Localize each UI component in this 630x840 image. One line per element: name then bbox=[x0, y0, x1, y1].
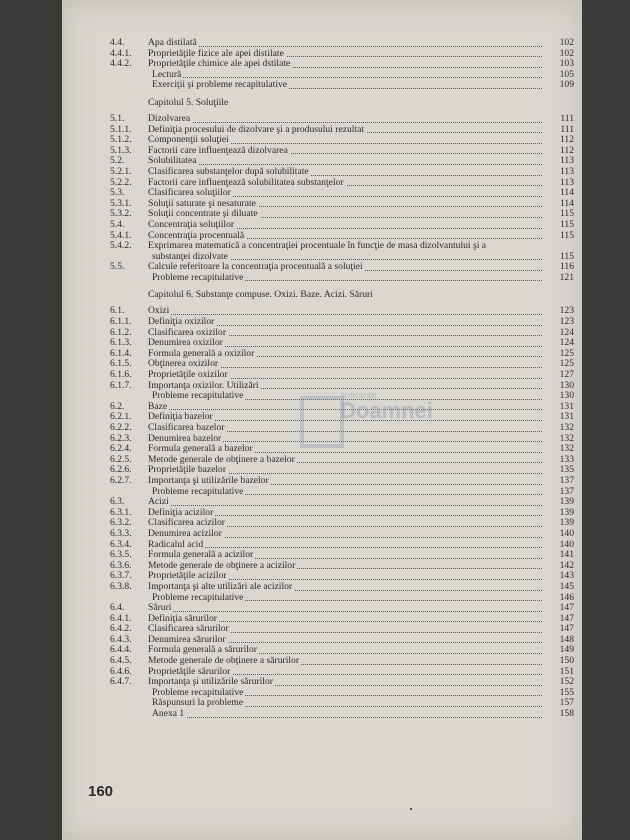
toc-entry-number: 6.1.6. bbox=[110, 369, 132, 381]
toc-entry bbox=[62, 561, 582, 572]
toc-entry-title: Obţinerea oxizilor bbox=[148, 359, 219, 370]
toc-entry-title-wrap bbox=[148, 178, 542, 189]
toc-entry-title-wrap bbox=[148, 550, 542, 561]
toc-entry-number: 5.4.2. bbox=[110, 240, 132, 252]
toc-entry-title-wrap bbox=[148, 603, 542, 614]
toc-entry-title: Denumirea sărurilor bbox=[148, 634, 226, 645]
toc-entry-title: Definiţia procesului de dizolvare şi a produsului rezultat bbox=[148, 124, 365, 135]
toc-entry-page: 147 bbox=[559, 612, 574, 624]
toc-entry-number: 6.4.3. bbox=[110, 633, 132, 645]
toc-entry-title: Baze bbox=[148, 401, 168, 412]
toc-entry-number: 5.3.1. bbox=[110, 197, 132, 209]
toc-entry-page: 115 bbox=[559, 218, 574, 230]
toc-entry-page: 131 bbox=[559, 400, 574, 412]
toc-entry bbox=[62, 199, 582, 210]
toc-entry-title: Concentraţia procentuală bbox=[148, 230, 245, 241]
toc-entry-title-wrap bbox=[148, 146, 542, 157]
table-of-contents bbox=[62, 38, 582, 720]
toc-entry-title-wrap bbox=[148, 114, 542, 125]
toc-entry-number: 5.2. bbox=[110, 155, 125, 167]
toc-entry-page: 103 bbox=[559, 58, 574, 70]
toc-entry-page: 125 bbox=[559, 358, 574, 370]
toc-entry-title-wrap bbox=[148, 370, 542, 381]
toc-entry bbox=[62, 635, 582, 646]
toc-entry-title: Săruri bbox=[148, 603, 172, 614]
watermark bbox=[300, 392, 450, 448]
toc-entry-number: 6.1.4. bbox=[110, 347, 132, 359]
toc-entry-title: Formula generală a sărurilor bbox=[148, 645, 257, 656]
toc-entry-title-wrap bbox=[152, 273, 542, 284]
toc-entry-title-wrap bbox=[148, 135, 542, 146]
toc-entry-page: 132 bbox=[559, 443, 574, 455]
toc-entry-title: Denumirea acizilor bbox=[148, 528, 222, 539]
toc-entry-page: 114 bbox=[559, 197, 574, 209]
toc-entry-page: 115 bbox=[559, 229, 574, 241]
toc-entry-number: 6.4.7. bbox=[110, 676, 132, 688]
toc-entry-title: Clasificarea substanţelor după solubilitate bbox=[148, 166, 309, 177]
toc-entry-title: Clasificarea oxizilor bbox=[148, 327, 227, 338]
toc-entry-title: Clasificarea bazelor bbox=[148, 423, 225, 433]
toc-entry-page: 112 bbox=[559, 134, 574, 146]
toc-entry-title: substanţei dizolvate bbox=[152, 251, 228, 262]
toc-entry-title: Lectură bbox=[152, 69, 182, 80]
toc-entry-title: Radicalul acid bbox=[148, 539, 204, 550]
toc-entry-title: Definiţia sărurilor bbox=[148, 613, 217, 624]
toc-entry bbox=[62, 582, 582, 593]
toc-entry bbox=[62, 49, 582, 60]
toc-entry-page: 123 bbox=[559, 305, 574, 317]
chapter-heading: Capitolul 6. Substanţe compuse. Oxizi. Baze. Acizi. Săruri bbox=[148, 289, 373, 301]
toc-entry-page: 112 bbox=[559, 144, 574, 156]
toc-entry-title: Soluţii concentrate şi diluate bbox=[148, 209, 258, 220]
toc-entry-number: 6.2.3. bbox=[110, 432, 132, 444]
toc-entry-number: 6.2.2. bbox=[110, 422, 132, 433]
toc-entry-title-wrap bbox=[152, 709, 542, 720]
toc-entry-page: 150 bbox=[559, 655, 574, 667]
toc-entry-title-wrap bbox=[148, 338, 542, 349]
toc-entry bbox=[62, 508, 582, 519]
toc-entry bbox=[62, 497, 582, 508]
toc-entry-title: Probleme recapitulative bbox=[152, 592, 244, 603]
toc-entry-title-wrap bbox=[148, 359, 542, 370]
toc-entry bbox=[62, 550, 582, 561]
toc-entry-number: 5.1.1. bbox=[110, 123, 132, 135]
toc-entry-title-wrap bbox=[148, 188, 542, 199]
toc-entry-page: 102 bbox=[559, 47, 574, 59]
toc-entry-page: 151 bbox=[559, 665, 574, 677]
toc-entry-title: Denumirea oxizilor bbox=[148, 338, 223, 349]
toc-entry-page: 124 bbox=[559, 337, 574, 349]
toc-entry bbox=[62, 209, 582, 220]
toc-entry-title-wrap bbox=[152, 80, 542, 91]
toc-entry-page: 130 bbox=[559, 390, 574, 402]
toc-entry-title: Probleme recapitulative bbox=[152, 687, 244, 698]
toc-entry-title-wrap bbox=[148, 220, 542, 231]
toc-entry-page: 145 bbox=[559, 580, 574, 592]
toc-entry-title: Definiţia oxizilor bbox=[148, 317, 215, 328]
toc-entry-number: 6.1.2. bbox=[110, 326, 132, 338]
toc-entry bbox=[62, 80, 582, 91]
toc-entry-number: 6.4.6. bbox=[110, 665, 132, 677]
toc-entry-title: Clasificarea soluţiilor bbox=[148, 188, 231, 199]
toc-entry-title-wrap bbox=[148, 582, 542, 593]
toc-entry-title: Clasificarea acizilor bbox=[148, 518, 225, 529]
toc-entry-title-wrap bbox=[148, 125, 542, 136]
toc-entry-title-wrap bbox=[148, 156, 542, 167]
toc-entry-title-wrap bbox=[152, 688, 542, 699]
toc-entry-title: Solubilitatea bbox=[148, 156, 197, 167]
toc-entry-page: 115 bbox=[559, 208, 574, 220]
toc-entry-title-wrap bbox=[148, 667, 542, 678]
toc-entry-title: Proprietăţile sărurilor bbox=[148, 666, 231, 677]
toc-entry-page: 141 bbox=[559, 549, 574, 561]
toc-entry-number: 6.3.8. bbox=[110, 580, 132, 592]
toc-entry-page: 137 bbox=[559, 485, 574, 497]
print-dot bbox=[410, 808, 412, 810]
toc-entry bbox=[62, 262, 582, 273]
toc-entry bbox=[62, 593, 582, 604]
toc-entry-number: 6.2.7. bbox=[110, 474, 132, 486]
toc-entry-title-wrap bbox=[148, 49, 542, 60]
toc-entry-title: Factorii care influenţează dizolvarea bbox=[148, 145, 288, 156]
toc-entry-number: 5.5. bbox=[110, 261, 125, 273]
toc-entry-number: 6.4.4. bbox=[110, 644, 132, 656]
toc-entry-page: 111 bbox=[560, 112, 574, 124]
toc-entry-title: Proprietăţile chimice ale apei dstilate bbox=[148, 59, 291, 70]
toc-entry-title: Metode generale de obţinere a sărurilor bbox=[148, 656, 300, 667]
toc-entry bbox=[62, 709, 582, 720]
toc-entry-title: Componenţii soluţiei bbox=[148, 135, 229, 146]
toc-entry-title-wrap bbox=[152, 252, 542, 263]
toc-entry bbox=[62, 317, 582, 328]
toc-entry-title-wrap bbox=[148, 241, 542, 252]
watermark-big-text: Doamnei bbox=[340, 398, 433, 423]
toc-entry-page: 149 bbox=[559, 644, 574, 656]
toc-entry-page: 102 bbox=[559, 37, 574, 48]
toc-entry bbox=[62, 645, 582, 656]
toc-entry-page: 111 bbox=[560, 123, 574, 135]
toc-entry-title: Oxizi bbox=[148, 306, 170, 317]
toc-entry bbox=[62, 529, 582, 540]
toc-entry-page: 115 bbox=[559, 250, 574, 262]
toc-entry-page: 123 bbox=[559, 316, 574, 328]
toc-entry-number: 6.1.3. bbox=[110, 337, 132, 349]
toc-entry-number: 6.1.7. bbox=[110, 379, 132, 391]
toc-entry-page: 133 bbox=[559, 453, 574, 465]
toc-entry-page: 135 bbox=[559, 464, 574, 476]
toc-entry-title: Formula generală a oxizilor bbox=[148, 348, 255, 359]
toc-entry-title: Exprimarea matematică a concentraţiei procentuale în funcţie de masa dizolvantului şi a bbox=[148, 241, 487, 252]
toc-entry-title: Metode generale de obţinere a bazelor bbox=[148, 454, 295, 465]
toc-entry bbox=[62, 241, 582, 252]
toc-entry bbox=[62, 359, 582, 370]
toc-entry-title: Formula generală a acizilor bbox=[148, 550, 254, 561]
toc-entry bbox=[62, 603, 582, 614]
toc-entry bbox=[62, 231, 582, 242]
toc-entry-page: 155 bbox=[559, 686, 574, 698]
toc-entry-page: 152 bbox=[559, 676, 574, 688]
toc-entry-title-wrap bbox=[148, 455, 542, 466]
toc-entry-title: Soluţii saturate şi nesaturate bbox=[148, 198, 256, 209]
toc-entry bbox=[62, 252, 582, 263]
toc-entry-title: Proprietăţile acizilor bbox=[148, 571, 227, 582]
toc-entry-title-wrap bbox=[148, 571, 542, 582]
toc-entry-page: 139 bbox=[559, 496, 574, 508]
toc-entry bbox=[62, 220, 582, 231]
toc-entry-title: Dizolvarea bbox=[148, 113, 191, 124]
toc-entry bbox=[62, 328, 582, 339]
toc-entry bbox=[62, 70, 582, 81]
toc-entry-title: Apa distilată bbox=[148, 38, 197, 48]
toc-entry-page: 131 bbox=[559, 411, 574, 423]
toc-entry-title-wrap bbox=[148, 561, 542, 572]
toc-entry-number: 6.3.3. bbox=[110, 527, 132, 539]
toc-entry-page: 158 bbox=[559, 708, 574, 720]
chapter-heading: Capitolul 5. Soluţiile bbox=[148, 96, 229, 108]
toc-entry-title-wrap bbox=[148, 465, 542, 476]
toc-entry bbox=[62, 273, 582, 284]
toc-entry bbox=[62, 338, 582, 349]
toc-entry-title: Calcule referitoare la concentraţia procentuală a soluţiei bbox=[148, 262, 363, 273]
toc-entry-page: 113 bbox=[559, 165, 574, 177]
toc-entry-page: 139 bbox=[559, 506, 574, 518]
toc-entry-title-wrap bbox=[148, 349, 542, 360]
toc-entry-title: Importanţa şi utilizările bazelor bbox=[148, 475, 269, 486]
toc-entry bbox=[62, 656, 582, 667]
toc-entry-number: 6.4. bbox=[110, 602, 125, 614]
toc-entry-title-wrap bbox=[152, 698, 542, 709]
toc-entry bbox=[62, 518, 582, 529]
toc-entry-title-wrap bbox=[148, 231, 542, 242]
toc-entry-title-wrap bbox=[148, 677, 542, 688]
toc-entry-number: 6.3.6. bbox=[110, 559, 132, 571]
toc-entry-title: Definiţia acizilor bbox=[148, 507, 214, 518]
toc-entry-title-wrap bbox=[148, 199, 542, 210]
toc-entry bbox=[62, 381, 582, 392]
toc-entry bbox=[62, 571, 582, 582]
toc-entry-title: Clasificarea sărurilor bbox=[148, 624, 229, 635]
toc-entry-title: Concentraţia soluţiilor bbox=[148, 219, 235, 230]
toc-entry-title-wrap bbox=[148, 635, 542, 646]
toc-entry-number: 6.3.4. bbox=[110, 538, 132, 550]
toc-entry-number: 5.4.1. bbox=[110, 229, 132, 241]
toc-entry-number: 4.4.1. bbox=[110, 47, 132, 59]
toc-entry-title: Factorii care influenţează solubilitatea substanţelor bbox=[148, 177, 344, 188]
toc-entry-page: 137 bbox=[559, 474, 574, 486]
toc-entry-page: 130 bbox=[559, 379, 574, 391]
toc-entry-number: 6.3.7. bbox=[110, 570, 132, 582]
toc-entry bbox=[62, 465, 582, 476]
toc-entry-title-wrap bbox=[148, 645, 542, 656]
toc-entry-number: 5.1. bbox=[110, 112, 125, 124]
toc-entry bbox=[62, 59, 582, 70]
toc-entry bbox=[62, 156, 582, 167]
toc-entry-title-wrap bbox=[148, 476, 542, 487]
toc-entry bbox=[62, 188, 582, 199]
toc-entry-title-wrap bbox=[148, 38, 542, 49]
toc-entry-number: 6.3.1. bbox=[110, 506, 132, 518]
toc-entry-number: 4.4. bbox=[110, 37, 125, 48]
toc-entry-number: 6.2.6. bbox=[110, 464, 132, 476]
toc-entry bbox=[62, 178, 582, 189]
toc-entry-page: 143 bbox=[559, 570, 574, 582]
toc-entry-number: 6.3. bbox=[110, 496, 125, 508]
toc-entry-number: 6.3.5. bbox=[110, 549, 132, 561]
toc-entry bbox=[62, 38, 582, 49]
toc-entry-title-wrap bbox=[152, 593, 542, 604]
toc-entry-number: 6.3.2. bbox=[110, 517, 132, 529]
toc-entry-title-wrap bbox=[148, 624, 542, 635]
toc-entry-title-wrap bbox=[148, 529, 542, 540]
toc-entry-title-wrap bbox=[148, 508, 542, 519]
toc-entry bbox=[62, 667, 582, 678]
toc-entry bbox=[62, 614, 582, 625]
toc-entry-page: 157 bbox=[559, 697, 574, 709]
toc-entry-title-wrap bbox=[148, 209, 542, 220]
toc-entry-number: 5.2.2. bbox=[110, 176, 132, 188]
toc-entry-number: 6.2.5. bbox=[110, 453, 132, 465]
toc-entry-title-wrap bbox=[148, 656, 542, 667]
toc-entry bbox=[62, 688, 582, 699]
toc-entry-title: Definiţia bazelor bbox=[148, 412, 213, 423]
toc-entry-title: Importanţa şi utilizările sărurilor bbox=[148, 677, 273, 688]
toc-entry-number: 6.2. bbox=[110, 400, 125, 412]
toc-entry-title: Importanţa şi alte utilizări ale acizilor bbox=[148, 581, 293, 592]
toc-entry-title: Răspunsuri la probleme bbox=[152, 698, 244, 709]
toc-entry-title-wrap bbox=[148, 167, 542, 178]
toc-entry-page: 113 bbox=[559, 176, 574, 188]
toc-entry-page: 125 bbox=[559, 347, 574, 359]
toc-entry-page: 139 bbox=[559, 517, 574, 529]
toc-entry-title: Proprietăţile fizice ale apei distilate bbox=[148, 48, 284, 59]
toc-entry-title-wrap bbox=[148, 317, 542, 328]
toc-entry-title-wrap bbox=[148, 497, 542, 508]
toc-entry-title-wrap bbox=[148, 614, 542, 625]
toc-entry-number: 6.2.1. bbox=[110, 411, 132, 423]
toc-entry bbox=[62, 698, 582, 709]
toc-entry bbox=[62, 146, 582, 157]
toc-entry-title-wrap bbox=[148, 59, 542, 70]
toc-entry-page: 127 bbox=[559, 369, 574, 381]
toc-entry-number: 5.1.3. bbox=[110, 144, 132, 156]
toc-entry bbox=[62, 125, 582, 136]
toc-entry-page: 147 bbox=[559, 602, 574, 614]
toc-entry bbox=[62, 135, 582, 146]
watermark-small-text: anticariat bbox=[340, 390, 377, 400]
toc-entry-number: 6.4.2. bbox=[110, 623, 132, 635]
toc-entry-number: 5.2.1. bbox=[110, 165, 132, 177]
toc-entry-title-wrap bbox=[152, 70, 542, 81]
toc-entry-number: 6.1. bbox=[110, 305, 125, 317]
toc-entry-title: Anexa 1 bbox=[152, 709, 185, 720]
toc-entry-title-wrap bbox=[148, 518, 542, 529]
toc-entry-page: 116 bbox=[559, 261, 574, 273]
toc-entry-title: Proprietăţile oxizilor bbox=[148, 370, 228, 381]
toc-entry bbox=[62, 455, 582, 466]
toc-entry-title-wrap bbox=[152, 487, 542, 498]
toc-entry bbox=[62, 540, 582, 551]
toc-entry bbox=[62, 677, 582, 688]
toc-entry-number: 4.4.2. bbox=[110, 58, 132, 70]
page-number: 160 bbox=[88, 783, 114, 800]
toc-entry-number: 6.1.5. bbox=[110, 358, 132, 370]
toc-entry-page: 147 bbox=[559, 623, 574, 635]
toc-entry-page: 148 bbox=[559, 633, 574, 645]
toc-entry-number: 6.4.5. bbox=[110, 655, 132, 667]
toc-entry-number: 6.2.4. bbox=[110, 443, 132, 455]
toc-entry-title-wrap bbox=[148, 328, 542, 339]
toc-entry-title: Importanţa oxizilor. Utilizări bbox=[148, 380, 259, 391]
toc-entry-title: Denumirea bazelor bbox=[148, 433, 222, 444]
toc-entry-title: Exerciţii şi probleme recapitulative bbox=[152, 80, 288, 91]
toc-entry-page: 132 bbox=[559, 422, 574, 433]
toc-entry-title: Formula generală a bazelor bbox=[148, 444, 253, 455]
toc-entry-page: 140 bbox=[559, 527, 574, 539]
toc-entry bbox=[62, 624, 582, 635]
toc-entry bbox=[62, 167, 582, 178]
toc-entry-title: Probleme recapitulative bbox=[152, 272, 244, 283]
toc-entry-title: Probleme recapitulative bbox=[152, 486, 244, 497]
toc-entry-page: 109 bbox=[559, 79, 574, 91]
toc-entry-page: 105 bbox=[559, 68, 574, 80]
toc-entry bbox=[62, 476, 582, 487]
toc-entry-page: 132 bbox=[559, 432, 574, 444]
toc-entry-title: Acizi bbox=[148, 497, 169, 508]
toc-entry-title-wrap bbox=[148, 540, 542, 551]
toc-entry-page: 114 bbox=[559, 187, 574, 199]
book-page bbox=[62, 0, 582, 840]
toc-entry-page: 124 bbox=[559, 326, 574, 338]
toc-entry-page: 113 bbox=[559, 155, 574, 167]
toc-entry-title-wrap bbox=[148, 262, 542, 273]
toc-entry-page: 146 bbox=[559, 591, 574, 603]
toc-entry-page: 121 bbox=[559, 271, 574, 283]
toc-entry bbox=[62, 114, 582, 125]
toc-entry bbox=[62, 349, 582, 360]
toc-entry-title: Probleme recapitulative bbox=[152, 391, 244, 402]
toc-entry bbox=[62, 306, 582, 317]
toc-entry bbox=[62, 370, 582, 381]
toc-entry-page: 140 bbox=[559, 538, 574, 550]
toc-entry-page: 142 bbox=[559, 559, 574, 571]
toc-entry-number: 6.4.1. bbox=[110, 612, 132, 624]
toc-entry-number: 5.3. bbox=[110, 187, 125, 199]
toc-entry-number: 5.1.2. bbox=[110, 134, 132, 146]
toc-entry-number: 5.3.2. bbox=[110, 208, 132, 220]
watermark-logo bbox=[300, 396, 344, 448]
toc-entry-title: Proprietăţile bazelor bbox=[148, 465, 227, 476]
toc-entry-number: 6.1.1. bbox=[110, 316, 132, 328]
toc-entry bbox=[62, 487, 582, 498]
toc-entry-number: 5.4. bbox=[110, 218, 125, 230]
toc-entry-title-wrap bbox=[148, 306, 542, 317]
toc-entry-title: Metode generale de obţinere a acizilor bbox=[148, 560, 296, 571]
